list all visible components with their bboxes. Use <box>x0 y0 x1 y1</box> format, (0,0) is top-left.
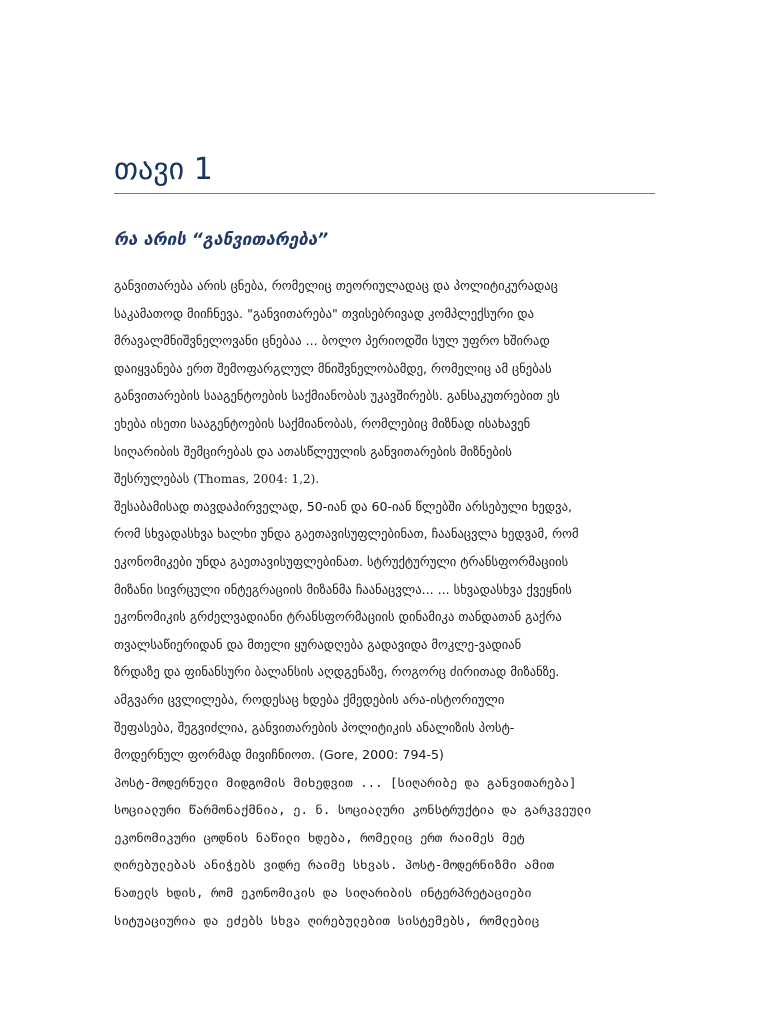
section-heading: რა არის “განვითარება” <box>114 230 329 250</box>
paragraph-line <box>114 465 655 493</box>
paragraph-line: ეკონომიკური ცოდნის ნაწილი ხდება, რომელიც ერთ რაიმეს მეტ <box>114 829 525 845</box>
chapter-title: თავი 1 <box>114 152 213 187</box>
paragraph-line: ღირებულებას ანიჭებს ვიდრე რაიმე სხვას. პოსტ-მოდერნიზმი ამით <box>114 857 555 873</box>
citation: (Thomas, 2004: 1,2). <box>189 472 320 487</box>
paragraph-line: ეხება ისეთი სააგენტოების საქმიანობას, რომლებიც მიზნად ისახავენ <box>114 415 531 431</box>
body-text <box>114 272 655 934</box>
paragraph-line: შესაბამისად თავდაპირველად, 50-იან და 60-იან წლებში არსებული ხედვა, <box>114 498 572 514</box>
title-divider <box>114 193 655 194</box>
paragraph-line-text: შესრულებას <box>114 471 190 487</box>
paragraph-line: ამგვარი ცვლილება, როდესაც ხდება ქმედების არა-ისტორიული <box>114 691 505 707</box>
paragraph-line: მიზანი სივრცული ინტეგრაციის მიზანმა ჩაანაცვლა... ... სხვადასხვა ქვეყნის <box>114 581 572 597</box>
paragraph-line: დაიყვანება ერთ შემოფარგლულ მნიშვნელობამდე, რომელიც ამ ცნებას <box>114 360 552 376</box>
paragraph-line: განვითარების სააგენტოების საქმიანობას უკავშირებს. განსაკუთრებით ეს <box>114 388 560 404</box>
paragraph-line: საკამათოდ მიიჩნევა. "განვითარება" თვისებრივად კომპლექსური და <box>114 305 534 321</box>
paragraph-line: მოდერნულ ფორმად მივიჩნიოთ. (Gore, 2000: 794-5) <box>114 747 444 763</box>
paragraph-line: თვალსაწიერიდან და მთელი ყურადღება გადავიდა მოკლე-ვადიან <box>114 636 522 652</box>
paragraph-line: განვითარება არის ცნება, რომელიც თეორიულადაც და პოლიტიკურადაც <box>114 278 558 293</box>
paragraph-line: მრავალმნიშვნელოვანი ცნებაა ... ბოლო პერიოდში სულ უფრო ხშირად <box>114 333 550 349</box>
paragraph-line: ზრდაზე და ფინანსური ბალანსის აღდგენაზე, როგორც ძირითად მიზანზე. <box>114 664 560 680</box>
paragraph-line: სოციალური წარმონაქმნია, ე. ნ. სოციალური კონსტრუქტია და გარკვეული <box>114 802 592 818</box>
document-page <box>114 0 655 1024</box>
paragraph-line: ეკონომიკის გრძელვადიანი ტრანსფორმაციის დინამიკა თანდათან გაქრა <box>114 609 562 625</box>
paragraph-line: სიღარიბის შემცირებას და ათასწლეულის განვითარების მიზნების <box>114 443 513 459</box>
paragraph-line: სიტუაციურია და ეძებს სხვა ღირებულებით სისტემებს, რომლებიც <box>114 912 540 928</box>
paragraph-line: ეკონომიკები უნდა გაეთავისუფლებინათ. სტრუქტურული ტრანსფორმაციის <box>114 553 569 569</box>
paragraph-line: რომ სხვადასხვა ხალხი უნდა გაეთავისუფლებინათ, ჩაანაცვლა ხედვამ, რომ <box>114 526 579 542</box>
paragraph-line: ნათელს ხდის, რომ ეკონომიკის და სიღარიბის ინტერპრეტაციები <box>114 885 532 901</box>
paragraph-line: პოსტ-მოდერნული მიდგომის მიხედვით ... [სიღარიბე და განვითარება] <box>114 774 577 790</box>
paragraph-line: შეფასება, შეგვიძლია, განვითარების პოლიტიკის ანალიზის პოსტ- <box>114 719 515 735</box>
